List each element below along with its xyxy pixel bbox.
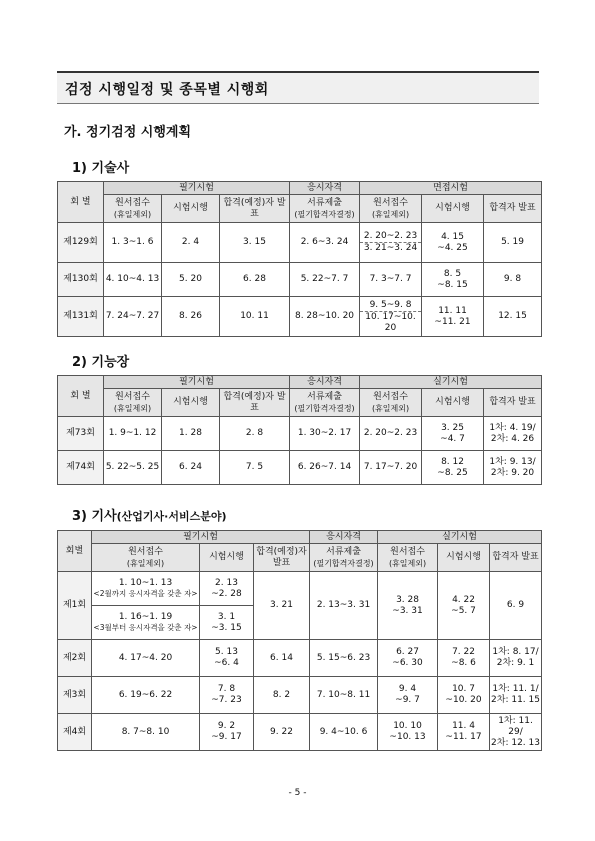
- announce-cell: 2. 8: [220, 417, 290, 451]
- apply-cell: 8. 7~8. 10: [92, 714, 200, 751]
- table-row: [58, 572, 542, 606]
- announce2-cell: 1차: 8. 17/ 2차: 9. 1: [490, 640, 542, 677]
- table-row: [58, 417, 542, 451]
- exam2-cell: 4. 22 ~5. 7: [438, 572, 490, 640]
- table-row: [58, 677, 542, 714]
- announce-cell: 3. 21: [254, 572, 310, 640]
- table-row: [58, 263, 542, 297]
- docs-cell: 7. 10~8. 11: [310, 677, 378, 714]
- exam-cell: 5. 20: [162, 263, 220, 297]
- apply2-cell: 7. 17~7. 20: [360, 451, 422, 485]
- apply-cell: 1. 9~1. 12: [104, 417, 162, 451]
- announce2-cell: 9. 8: [484, 263, 542, 297]
- table-2-title: 2) 기능장: [72, 355, 130, 370]
- exam2-cell: 11. 11 ~11. 21: [422, 297, 484, 337]
- header-eligibility: 응시자격: [290, 376, 360, 389]
- apply2-cell: 3. 28 ~3. 31: [378, 572, 438, 640]
- round-cell: 제74회: [58, 451, 104, 485]
- header-apply: 원서접수 (휴일제외): [104, 195, 162, 223]
- header-practical-exam: 실기시험: [360, 376, 542, 389]
- docs-cell: 5. 15~6. 23: [310, 640, 378, 677]
- apply2-cell: 2. 20~2. 23 3. 21~3. 24: [360, 223, 422, 263]
- round-cell: 제2회: [58, 640, 92, 677]
- apply2-cell: 9. 5~9. 8 10. 17~10. 20: [360, 297, 422, 337]
- header-apply-2: 원서접수 (휴일제외): [360, 389, 422, 417]
- header-practical-exam: 실기시험: [378, 531, 542, 544]
- table-row: [58, 297, 542, 337]
- docs-cell: 9. 4~10. 6: [310, 714, 378, 751]
- exam-cell: 7. 8 ~7. 23: [200, 677, 254, 714]
- exam2-cell: 10. 7 ~10. 20: [438, 677, 490, 714]
- table-master-craftsman: [57, 375, 542, 485]
- round-cell: 제131회: [58, 297, 104, 337]
- announce-cell: 6. 28: [220, 263, 290, 297]
- exam2-cell: 4. 15 ~4. 25: [422, 223, 484, 263]
- exam2-cell: 3. 25 ~4. 7: [422, 417, 484, 451]
- round-cell: 제73회: [58, 417, 104, 451]
- exam2-cell: 11. 4 ~11. 17: [438, 714, 490, 751]
- header-eligibility: 응시자격: [290, 182, 360, 195]
- apply-cell: 1. 10~1. 13 <2월까지 응시자격을 갖춘 자>: [92, 572, 200, 606]
- header-apply-2: 원서접수 (휴일제외): [378, 544, 438, 572]
- announce2-cell: 1차: 4. 19/ 2차: 4. 26: [484, 417, 542, 451]
- exam-cell: 9. 2 ~9. 17: [200, 714, 254, 751]
- header-apply: 원서접수 (휴일제외): [92, 544, 200, 572]
- header-exam-2: 시험시행: [438, 544, 490, 572]
- docs-cell: 8. 28~10. 20: [290, 297, 360, 337]
- announce-cell: 9. 22: [254, 714, 310, 751]
- exam-cell: 5. 13 ~6. 4: [200, 640, 254, 677]
- round-cell: 제129회: [58, 223, 104, 263]
- apply2-cell: 2. 20~2. 23: [360, 417, 422, 451]
- docs-cell: 2. 13~3. 31: [310, 572, 378, 640]
- docs-cell: 6. 26~7. 14: [290, 451, 360, 485]
- header-docs: 서류제출 (필기합격자결정): [290, 195, 360, 223]
- announce2-cell: 1차: 11. 29/ 2차: 12. 13: [490, 714, 542, 751]
- exam2-cell: 7. 22 ~8. 6: [438, 640, 490, 677]
- announce-cell: 8. 2: [254, 677, 310, 714]
- docs-cell: 5. 22~7. 7: [290, 263, 360, 297]
- apply-cell: 4. 10~4. 13: [104, 263, 162, 297]
- exam-cell: 8. 26: [162, 297, 220, 337]
- header-announce: 합격(예정)자 발표: [254, 544, 310, 572]
- announce-cell: 10. 11: [220, 297, 290, 337]
- header-docs: 서류제출 (필기합격자결정): [310, 544, 378, 572]
- table-row: [58, 640, 542, 677]
- announce2-cell: 1차: 11. 1/ 2차: 11. 15: [490, 677, 542, 714]
- header-eligibility: 응시자격: [310, 531, 378, 544]
- apply2-cell: 7. 3~7. 7: [360, 263, 422, 297]
- header-exam-2: 시험시행: [422, 389, 484, 417]
- header-announce-2: 합격자 발표: [484, 389, 542, 417]
- page-number: - 5 -: [288, 788, 307, 798]
- header-announce-2: 합격자 발표: [484, 195, 542, 223]
- apply-cell: 6. 19~6. 22: [92, 677, 200, 714]
- apply2-cell: 9. 4 ~9. 7: [378, 677, 438, 714]
- header-written-exam: 필기시험: [104, 182, 290, 195]
- header-apply-2: 원서접수 (휴일제외): [360, 195, 422, 223]
- apply-cell: 4. 17~4. 20: [92, 640, 200, 677]
- apply-cell: 5. 22~5. 25: [104, 451, 162, 485]
- header-announce: 합격(예정)자 발표: [220, 195, 290, 223]
- table-row: [58, 714, 542, 751]
- header-exam-2: 시험시행: [422, 195, 484, 223]
- header-round: 회별: [58, 531, 92, 572]
- announce2-cell: 6. 9: [490, 572, 542, 640]
- announce-cell: 7. 5: [220, 451, 290, 485]
- header-announce: 합격(예정)자 발표: [220, 389, 290, 417]
- page-title-box: [57, 71, 539, 104]
- exam-cell: 1. 28: [162, 417, 220, 451]
- apply-cell: 7. 24~7. 27: [104, 297, 162, 337]
- announce-cell: 6. 14: [254, 640, 310, 677]
- header-exam: 시험시행: [200, 544, 254, 572]
- table-row: [58, 451, 542, 485]
- docs-cell: 1. 30~2. 17: [290, 417, 360, 451]
- apply2-cell: 6. 27 ~6. 30: [378, 640, 438, 677]
- header-exam: 시험시행: [162, 389, 220, 417]
- header-interview-exam: 면접시험: [360, 182, 542, 195]
- header-round: 회 별: [58, 182, 104, 223]
- header-written-exam: 필기시험: [104, 376, 290, 389]
- exam2-cell: 8. 5 ~8. 15: [422, 263, 484, 297]
- table-engineer-industrial: [57, 530, 542, 751]
- table-engineer: [57, 181, 542, 337]
- exam-cell: 2. 4: [162, 223, 220, 263]
- round-cell: 제4회: [58, 714, 92, 751]
- header-announce-2: 합격자 발표: [490, 544, 542, 572]
- header-exam: 시험시행: [162, 195, 220, 223]
- announce2-cell: 1차: 9. 13/ 2차: 9. 20: [484, 451, 542, 485]
- exam-cell: 3. 1 ~3. 15: [200, 606, 254, 640]
- header-apply: 원서접수 (휴일제외): [104, 389, 162, 417]
- exam-cell: 2. 13 ~2. 28: [200, 572, 254, 606]
- announce2-cell: 5. 19: [484, 223, 542, 263]
- round-cell: 제3회: [58, 677, 92, 714]
- section-title: 가. 정기검정 시행계획: [64, 125, 192, 140]
- table-row: [58, 223, 542, 263]
- header-round: 회 별: [58, 376, 104, 417]
- announce2-cell: 12. 15: [484, 297, 542, 337]
- apply2-cell: 10. 10 ~10. 13: [378, 714, 438, 751]
- header-docs: 서류제출 (필기합격자결정): [290, 389, 360, 417]
- exam-cell: 6. 24: [162, 451, 220, 485]
- docs-cell: 2. 6~3. 24: [290, 223, 360, 263]
- apply-cell: 1. 16~1. 19 <3월부터 응시자격을 갖춘 자>: [92, 606, 200, 640]
- exam2-cell: 8. 12 ~8. 25: [422, 451, 484, 485]
- page-title: 검정 시행일정 및 종목별 시행회: [65, 82, 269, 98]
- table-1-title: 1) 기술사: [72, 161, 130, 176]
- header-written-exam: 필기시험: [92, 531, 310, 544]
- announce-cell: 3. 15: [220, 223, 290, 263]
- round-cell: 제1회: [58, 572, 92, 640]
- table-3-title: 3) 기사(산업기사·서비스분야): [72, 509, 227, 524]
- apply-cell: 1. 3~1. 6: [104, 223, 162, 263]
- round-cell: 제130회: [58, 263, 104, 297]
